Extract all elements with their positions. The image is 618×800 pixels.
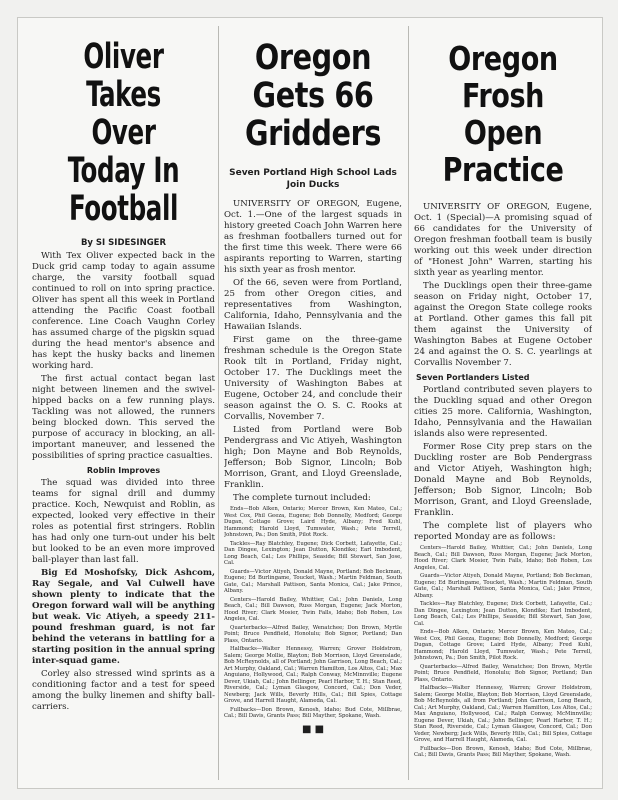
paragraph: Listed from Portland were Bob Pendergrass and Vic Atiyeh, Washington high; Don Mayne and Bob Reynolds, Jefferson; Bob Signor, Lincoln; Bob Morrison, Grant, and Lloyd Greenslade, Franklin. bbox=[224, 425, 402, 490]
roster-paragraph: Fullbacks—Don Brown, Kenosh, Idaho; Bud Cote, Millbrae, Cal.; Bill Davis, Grants Pass; Bill Mayther, Spokane, Wash. bbox=[224, 706, 402, 719]
paragraph: Corley also stressed wind sprints as a conditioning factor and a test for speed among the bulky linemen and shifty ball-carriers. bbox=[32, 669, 215, 712]
roster-paragraph: Guards—Victor Atiyeh, Donald Mayne, Portland; Bob Beckman, Eugene; Ed Burlingame, Toucket, Wash.; Martin Feldman, South Gate, Cal.; Marshall Pattison, Santa Monica, Cal.; Jake Prince, Albany. bbox=[224, 568, 402, 594]
article-oregon-frosh bbox=[414, 18, 592, 788]
paragraph: The complete turnout included: bbox=[233, 493, 371, 503]
roster-paragraph: Quarterbacks—Alfred Bailey, Wenatchee; Don Brown, Myrtle Point; Bruce Pendfield, Honolulu; Bob Signor, Portland; Dan Plass, Ontario. bbox=[224, 624, 402, 644]
roster-paragraph: Ends—Bob Alken, Ontario; Mercer Brown, Ken Mateo, Cal.; West Cox, Phil Geeza, Eugene; Bob Donnelly, Medford; George Dugan, Cottage Grove; Laird Hyde, Albany; Fred Kuhl, Hammond; Harold Lloyd, Tumwater, Wash.; Pete Terrell, Johnstown, Pa.; Don Smith, Pilot Rock. bbox=[414, 629, 592, 661]
bold-paragraph: Big Ed Moshofsky, Dick Ashcom, Ray Segale, and Val Culwell have shown plenty to indicate that the Oregon forward wall will be anything but weak. Vic Atiyeh, a speedy 211-pound freshman guard, is not far behind the veterans in battling for a starting position in the annual spring inter-squad game. bbox=[32, 568, 215, 666]
roster-paragraph: Tackles—Ray Blatchley, Eugene; Dick Corbett, Lafayette, Cal.; Dan Dingee, Lexington; Jean Dutton, Klondike; Earl Imbodent, Long Beach, Cal.; Les Phillips, Seaside; Bill Stewart, San Jose, Cal. bbox=[224, 540, 402, 566]
subheading: Seven Portlanders Listed bbox=[416, 373, 530, 382]
byline: By SI SIDESINGER bbox=[80, 238, 167, 248]
column-rule bbox=[218, 26, 219, 780]
roster-paragraph: Centers—Harold Bailey, Whittier, Cal.; John Daniels, Long Beach, Cal.; Bill Dawson, Russ Morgan, Eugene; Jack Morton, Hood River; Clark Mosier, Twin Falls, Idaho; Bob Roben, Los Angeles, Cal. bbox=[224, 596, 402, 622]
end-mark: ■ ■ bbox=[301, 723, 325, 735]
headline: Oregon Frosh Open Practice bbox=[442, 39, 564, 189]
paragraph: First game on the three-game freshman schedule is the Oregon State Rook tilt in Portland, Friday night, October 17. The Ducklings meet the University of Washington Babes at Eugene, October 24, and conclude their season against the O. S. C. Rooks at Corvallis, November 7. bbox=[224, 335, 402, 422]
paragraph: The squad was divided into three teams for signal drill and dummy practice. Koch, Newquist and Roblin, as expected, looked very effective in their roles as potential first stringers. Roblin has had only one turn-out under his belt but looked to be an even more improved ball-player than last fall. bbox=[32, 478, 215, 565]
clipping-frame bbox=[17, 17, 603, 789]
roster-paragraph: Halfbacks—Walter Hennessy, Warren; Grover Holdstrom, Salem; George Mollie, Blayton; Bob Morrison, Lloyd Greenslade, Bob McReynolds, all from Portland; John Garrison, Long Beach, Cal.; Art Murphy, Oakland, Cal.; Warren Hamilton, Los Altos, Cal.; Max Anguiano, Hollywood, Cal.; Ralph Conway, McMinnville; Eugene Dever, Ukiah, Cal.; John Bellinger, Pearl Harbor, T. H.; Stan Reed, Riverside, Cal.; Lyman Glasgow, Concord, Cal.; Don Veder, Newberg; Jack Wills, Beverly Hills, Cal.; Bill Spies, Cottage Grove, and Harrell Haught, Alameda, Cal. bbox=[414, 685, 592, 743]
paragraph: The Ducklings open their three-game season on Friday night, October 17, against the Oregon State college rooks at Portland. Other games this fall pit them against the University of Washington Babes at Eugene October 24 and against the O. S. C. yearlings at Corvallis November 7. bbox=[414, 281, 592, 368]
paragraph: Former Rose City prep stars on the Duckling roster are Bob Pendergrass and Victor Atiyeh, Washington high; Donald Mayne and Bob Reynolds, Jefferson; Bob Signor, Lincoln; Bob Morrison, Grant, and Lloyd Greenslade, Franklin. bbox=[414, 442, 592, 518]
paragraph: The first actual contact began last night between linemen and the swivel-hipped backs on a few running plays. Tackling was not allowed, the runners being blocked down. This served the purpose of accuracy in blocking, an all-important maneuver, and lessened the possibilities of spring practice casualties. bbox=[32, 374, 215, 461]
roster-paragraph: Centers—Harold Bailey, Whittier, Cal.; John Daniels, Long Beach, Cal.; Bill Dawson, Russ Morgan, Eugene; Jack Morton, Hood River; Clark Mosier, Twin Falls, Idaho; Bob Roben, Los Angeles, Cal. bbox=[414, 545, 592, 571]
paragraph: UNIVERSITY OF OREGON, Eugene, Oct. 1.—One of the largest squads in history greeted Coach John Warren here as freshman footballers turned out for the first time this week. There were 66 aspirants reporting to Warren, starting his sixth year as frosh mentor. bbox=[224, 199, 402, 275]
paragraph: Portland contributed seven players to the Duckling squad and other Oregon cities 25 more. California, Washington, Idaho, Pennsylvania and the Hawaiian islands also were represented. bbox=[414, 385, 592, 439]
roster-paragraph: Halfbacks—Walter Hennessy, Warren; Grover Holdstrom, Salem; George Mollie, Blayton; Bob Morrison, Lloyd Greenslade, Bob McReynolds, all of Portland; John Garrison, Long Beach, Cal.; Art Murphy, Oakland, Cal.; Warren Hamilton, Los Altos, Cal.; Max Anguiano, Hollywood, Cal.; Ralph Conway, McMinnville; Eugene Dever, Ukiah, Cal.; John Bellinger, Pearl Harbor, T. H.; Stan Reed, Riverside, Cal.; Lyman Glasgow, Concord, Cal.; Don Veder, Newberg; Jack Wills, Beverly Hills, Cal.; Bill Spies, Cottage Grove, and Harrell Haught, Alameda, Cal. bbox=[224, 646, 402, 704]
article-oregon-gets bbox=[224, 18, 402, 788]
roster-paragraph: Guards—Victor Atiyeh, Donald Mayne, Portland; Bob Beckman, Eugene; Ed Burlingame, Toucket, Wash.; Martin Feldman, South Gate, Cal.; Marshall Pattison, Santa Monica, Cal.; Jake Prince, Albany. bbox=[414, 573, 592, 599]
deck: Seven Portland High School Lads Join Ducks bbox=[229, 168, 397, 190]
paragraph: The complete list of players who reported Monday are as follows: bbox=[414, 521, 592, 542]
roster-paragraph: Tackles—Ray Blatchley, Eugene; Dick Corbett, Lafayette, Cal.; Dan Dingee, Lexington; Jean Dutton, Klondike; Earl Imbodent, Long Beach, Cal.; Les Phillips, Seaside; Bill Stewart, San Jose, Cal. bbox=[414, 601, 592, 627]
column-rule bbox=[408, 26, 409, 780]
paragraph: UNIVERSITY OF OREGON, Eugene, Oct. 1 (Special)—A promising squad of 66 candidates for the University of Oregon freshman football team is busily working out this week under direction of "Honest John" Warren, starting his sixth year as yearling mentor. bbox=[414, 202, 592, 278]
paragraph: With Tex Oliver expected back in the Duck grid camp today to again assume charge, the varsity football squad continued to roll on into spring practice. Oliver has spent all this week in Portland attending the Pacific Coast football conference. Line Coach Vaughn Corley has assumed charge of the pigskin squad during the head mentor's absence and has kept the husky backs and linemen working hard. bbox=[32, 251, 215, 371]
article-oliver bbox=[32, 18, 215, 788]
roster-paragraph: Quarterbacks—Alfred Bailey, Wenatchee; Don Brown, Myrtle Point; Bruce Pendfield, Honolulu; Bob Signor, Portland; Dan Plass, Ontario. bbox=[414, 663, 592, 683]
subheading: Roblin Improves bbox=[86, 466, 161, 475]
roster-paragraph: Ends—Bob Alken, Ontario; Mercer Brown, Ken Mateo, Cal.; West Cox, Phil Geeza, Eugene; Bob Donnelly, Medford; George Dugan, Cottage Grove; Laird Hyde, Albany; Fred Kuhl, Hammond; Harold Lloyd, Tumwater, Wash.; Pete Terrell, Johnstown, Pa.; Don Smith, Pilot Rock. bbox=[224, 506, 402, 538]
headline: Oregon Gets 66 Gridders bbox=[244, 38, 382, 154]
headline: Oliver Takes Over Today In Football bbox=[67, 37, 180, 229]
roster-paragraph: Fullbacks—Don Brown, Kenosh, Idaho; Bud Cote, Millbrae, Cal.; Bill Davis, Grants Pass; Bill Mayther, Spokane, Wash. bbox=[414, 745, 592, 758]
paragraph: Of the 66, seven were from Portland, 25 from other Oregon cities, and representatives from Washington, California, Idaho, Pennsylvania and the Hawaiian Islands. bbox=[224, 278, 402, 332]
